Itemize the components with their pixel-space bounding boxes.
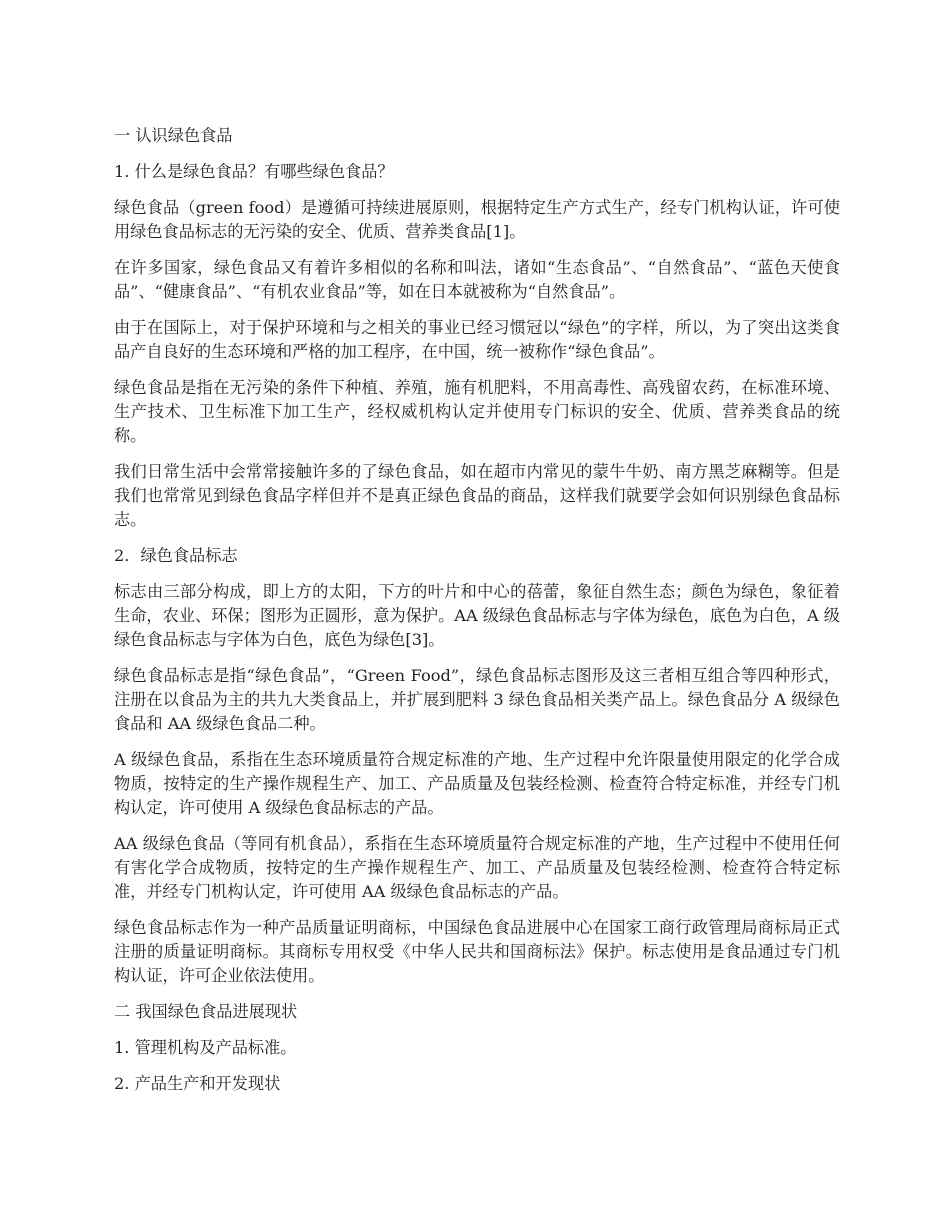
section-heading: 二 我国绿色食品进展现状	[114, 1002, 298, 1021]
paragraph: 由于在国际上，对于保护环境和与之相关的事业已经习惯冠以“绿色”的字样，所以，为了突出这类食品产自良好的生态环境和严格的加工程序，在中国，统一被称作“绿色食品”。	[114, 318, 840, 361]
paragraph: 绿色食品标志作为一种产品质量证明商标，中国绿色食品进展中心在国家工商行政管理局商标局正式注册的质量证明商标。其商标专用权受《中华人民共和国商标法》保护。标志使用是食品通过专门机构认证，许可企业依法使用。	[114, 918, 840, 985]
paragraph: 绿色食品是指在无污染的条件下种植、养殖，施有机肥料，不用高毒性、高残留农药，在标准环境、生产技术、卫生标准下加工生产，经权威机构认定并使用专门标识的安全、优质、营养类食品的统称。	[114, 378, 840, 445]
subsection-heading: 1. 什么是绿色食品？有哪些绿色食品？	[114, 162, 394, 181]
paragraph: 标志由三部分构成，即上方的太阳，下方的叶片和中心的蓓蕾，象征自然生态；颜色为绿色，象征着生命，农业、环保；图形为正圆形，意为保护。AA 级绿色食品标志与字体为绿色，底色为白色，A 级绿色食品标志与字体为白色，底色为绿色[3]。	[114, 582, 840, 649]
subsection-heading: 1. 管理机构及产品标准。	[114, 1038, 297, 1057]
paragraph: 在许多国家，绿色食品又有着许多相似的名称和叫法，诸如“生态食品”、“自然食品”、“蓝色天使食品”、“健康食品”、“有机农业食品”等，如在日本就被称为“自然食品”。	[114, 258, 840, 301]
document-body	[114, 124, 840, 1108]
paragraph: 绿色食品标志是指“绿色食品”，“Green Food”，绿色食品标志图形及这三者相互组合等四种形式，注册在以食品为主的共九大类食品上，并扩展到肥料 3 绿色食品相关类产品上。绿色食品分 A 级绿色食品和 AA 级绿色食品二种。	[114, 666, 840, 733]
subsection-heading: 2．绿色食品标志	[114, 546, 238, 565]
paragraph: AA 级绿色食品（等同有机食品），系指在生态环境质量符合规定标准的产地，生产过程中不使用任何有害化学合成物质，按特定的生产操作规程生产、加工、产品质量及包装经检测、检查符合特定标准，并经专门机构认定，许可使用 AA 级绿色食品标志的产品。	[114, 834, 840, 901]
section-heading: 一 认识绿色食品	[114, 126, 233, 145]
paragraph: 我们日常生活中会常常接触许多的了绿色食品，如在超市内常见的蒙牛牛奶、南方黑芝麻糊等。但是我们也常常见到绿色食品字样但并不是真正绿色食品的商品，这样我们就要学会如何识别绿色食品标志。	[114, 462, 840, 529]
subsection-heading: 2. 产品生产和开发现状	[114, 1074, 281, 1093]
paragraph: 绿色食品（green food）是遵循可持续进展原则，根据特定生产方式生产，经专门机构认证，许可使用绿色食品标志的无污染的安全、优质、营养类食品[1]。	[114, 198, 840, 241]
paragraph: A 级绿色食品，系指在生态环境质量符合规定标准的产地、生产过程中允许限量使用限定的化学合成物质，按特定的生产操作规程生产、加工、产品质量及包装经检测、检查符合特定标准，并经专门机构认定，许可使用 A 级绿色食品标志的产品。	[114, 750, 840, 817]
